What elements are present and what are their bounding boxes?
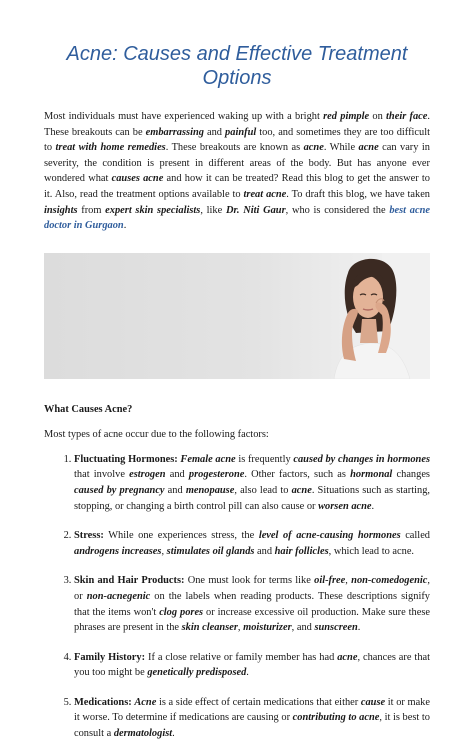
section-lead: Most types of acne occur due to the following factors: xyxy=(44,428,269,440)
emphasis: insights xyxy=(44,204,78,216)
text: . xyxy=(123,220,127,232)
emphasis: caused by changes in hormones xyxy=(293,453,430,465)
emphasis: non-comedogenic xyxy=(351,575,428,587)
text: , xyxy=(237,622,244,634)
emphasis: progesterone xyxy=(188,469,245,481)
list-item xyxy=(74,650,430,681)
text: from xyxy=(77,204,106,216)
item-label: Fluctuating Hormones: xyxy=(74,453,178,465)
text: One must look for terms like xyxy=(184,575,315,587)
text: , xyxy=(345,575,352,587)
emphasis: clog pores xyxy=(159,606,204,618)
emphasis: worsen acne xyxy=(318,500,372,512)
text: . These breakouts are known as xyxy=(165,142,304,154)
item-label: Family History: xyxy=(74,651,146,663)
emphasis: hair follicles xyxy=(274,545,329,557)
emphasis: Female acne xyxy=(180,453,236,465)
text: or increase excessive oil production. Make sure these phrases are present in the xyxy=(74,606,430,634)
item-label: Skin and Hair Products: xyxy=(74,575,185,587)
emphasis: expert skin specialists xyxy=(105,204,201,216)
emphasis: estrogen xyxy=(129,469,166,481)
text: , which lead to acne. xyxy=(328,545,415,557)
emphasis: treat with home remedies xyxy=(55,142,166,154)
text: . While xyxy=(323,142,359,154)
text: . To draft this blog, we have taken xyxy=(286,188,430,200)
text: on xyxy=(369,111,387,122)
text: . xyxy=(357,622,361,634)
text: and xyxy=(165,469,189,481)
text: . Situations such as starting, stopping, or changing a birth control pill can also cause or xyxy=(74,484,430,512)
emphasis: genetically predisposed xyxy=(147,667,247,679)
text: , xyxy=(161,545,167,557)
emphasis: causes acne xyxy=(111,173,164,185)
list-item xyxy=(74,452,430,514)
text: , like xyxy=(200,204,226,216)
emphasis: Acne xyxy=(134,696,157,708)
text: is frequently xyxy=(235,453,294,465)
list-item xyxy=(74,528,430,559)
item-label: Stress: xyxy=(74,530,104,542)
emphasis: Dr. Niti Gaur xyxy=(225,204,286,216)
text: can vary in severity, the condition is present in different areas of the body. But has anyone ever wondered what xyxy=(44,142,430,185)
emphasis: treat acne xyxy=(243,188,287,200)
text: and xyxy=(164,484,186,496)
text: , and xyxy=(291,622,315,634)
emphasis: skin cleanser xyxy=(181,622,238,634)
emphasis: acne xyxy=(291,484,312,496)
text: . xyxy=(371,500,375,512)
text: . xyxy=(246,667,249,679)
text: that involve xyxy=(74,469,130,481)
emphasis: oil-free xyxy=(314,575,346,587)
text: , also lead to xyxy=(234,484,292,496)
text: and xyxy=(203,126,226,138)
emphasis: hormonal xyxy=(350,469,393,481)
emphasis: red pimple xyxy=(323,111,370,122)
text: and xyxy=(254,545,275,557)
emphasis: embarrassing xyxy=(145,126,204,138)
text: called xyxy=(400,530,431,542)
emphasis: non-acnegenic xyxy=(86,590,151,602)
emphasis: acne xyxy=(303,142,324,154)
text: . xyxy=(172,728,175,740)
item-label: Medications: xyxy=(74,696,132,708)
emphasis: cause xyxy=(360,696,386,708)
intro-paragraph xyxy=(44,109,430,234)
text: and how it can be treated? Read this blog to get the answer to it. Also, read the treatment options available to xyxy=(44,173,430,200)
emphasis: acne xyxy=(358,142,379,154)
emphasis: level of acne-causing hormones xyxy=(258,530,401,542)
text: Most individuals must have experienced waking up with a bright xyxy=(44,111,324,122)
emphasis: moisturizer xyxy=(243,622,292,634)
text: . These breakouts can be xyxy=(44,111,431,138)
text: While one experiences stress, the xyxy=(103,530,259,542)
text: , chances are that you too might be xyxy=(74,651,431,679)
list-item xyxy=(74,573,430,635)
best-acne-doctor-link[interactable]: best acne doctor in Gurgaon xyxy=(44,204,430,232)
emphasis: androgens increases xyxy=(74,545,162,557)
text: , or xyxy=(74,575,430,602)
page-title: Acne: Causes and Effective Treatment Options xyxy=(66,43,408,89)
text: , who is considered the xyxy=(285,204,390,216)
woman-touching-face-illustration xyxy=(330,253,420,379)
text: changes xyxy=(392,469,430,481)
emphasis: dermatologist xyxy=(113,728,173,740)
emphasis: acne xyxy=(337,651,358,663)
list-item xyxy=(74,695,430,742)
emphasis: stimulates oil glands xyxy=(166,545,255,557)
emphasis: caused by pregnancy xyxy=(74,484,165,496)
text: If a close relative or family member has had xyxy=(145,651,338,663)
emphasis: painful xyxy=(225,126,257,138)
text: it or make it worse. To determine if medications are causing or xyxy=(74,696,430,724)
text: , it is best to consult a xyxy=(74,712,430,740)
text: . Other factors, such as xyxy=(244,469,351,481)
acne-factors-list xyxy=(44,452,430,742)
emphasis: contributing to acne xyxy=(292,712,380,724)
section-heading: What Causes Acne? xyxy=(44,403,133,415)
emphasis: their face xyxy=(386,111,428,122)
text: is a side effect of certain medications that either xyxy=(156,696,361,708)
emphasis: menopause xyxy=(185,484,235,496)
hero-image xyxy=(44,253,430,379)
emphasis: sunscreen xyxy=(314,622,358,634)
text: on the labels when reading products. These descriptions signify that the items won't xyxy=(74,590,430,618)
text: too, and sometimes they are too difficult to xyxy=(44,126,431,154)
